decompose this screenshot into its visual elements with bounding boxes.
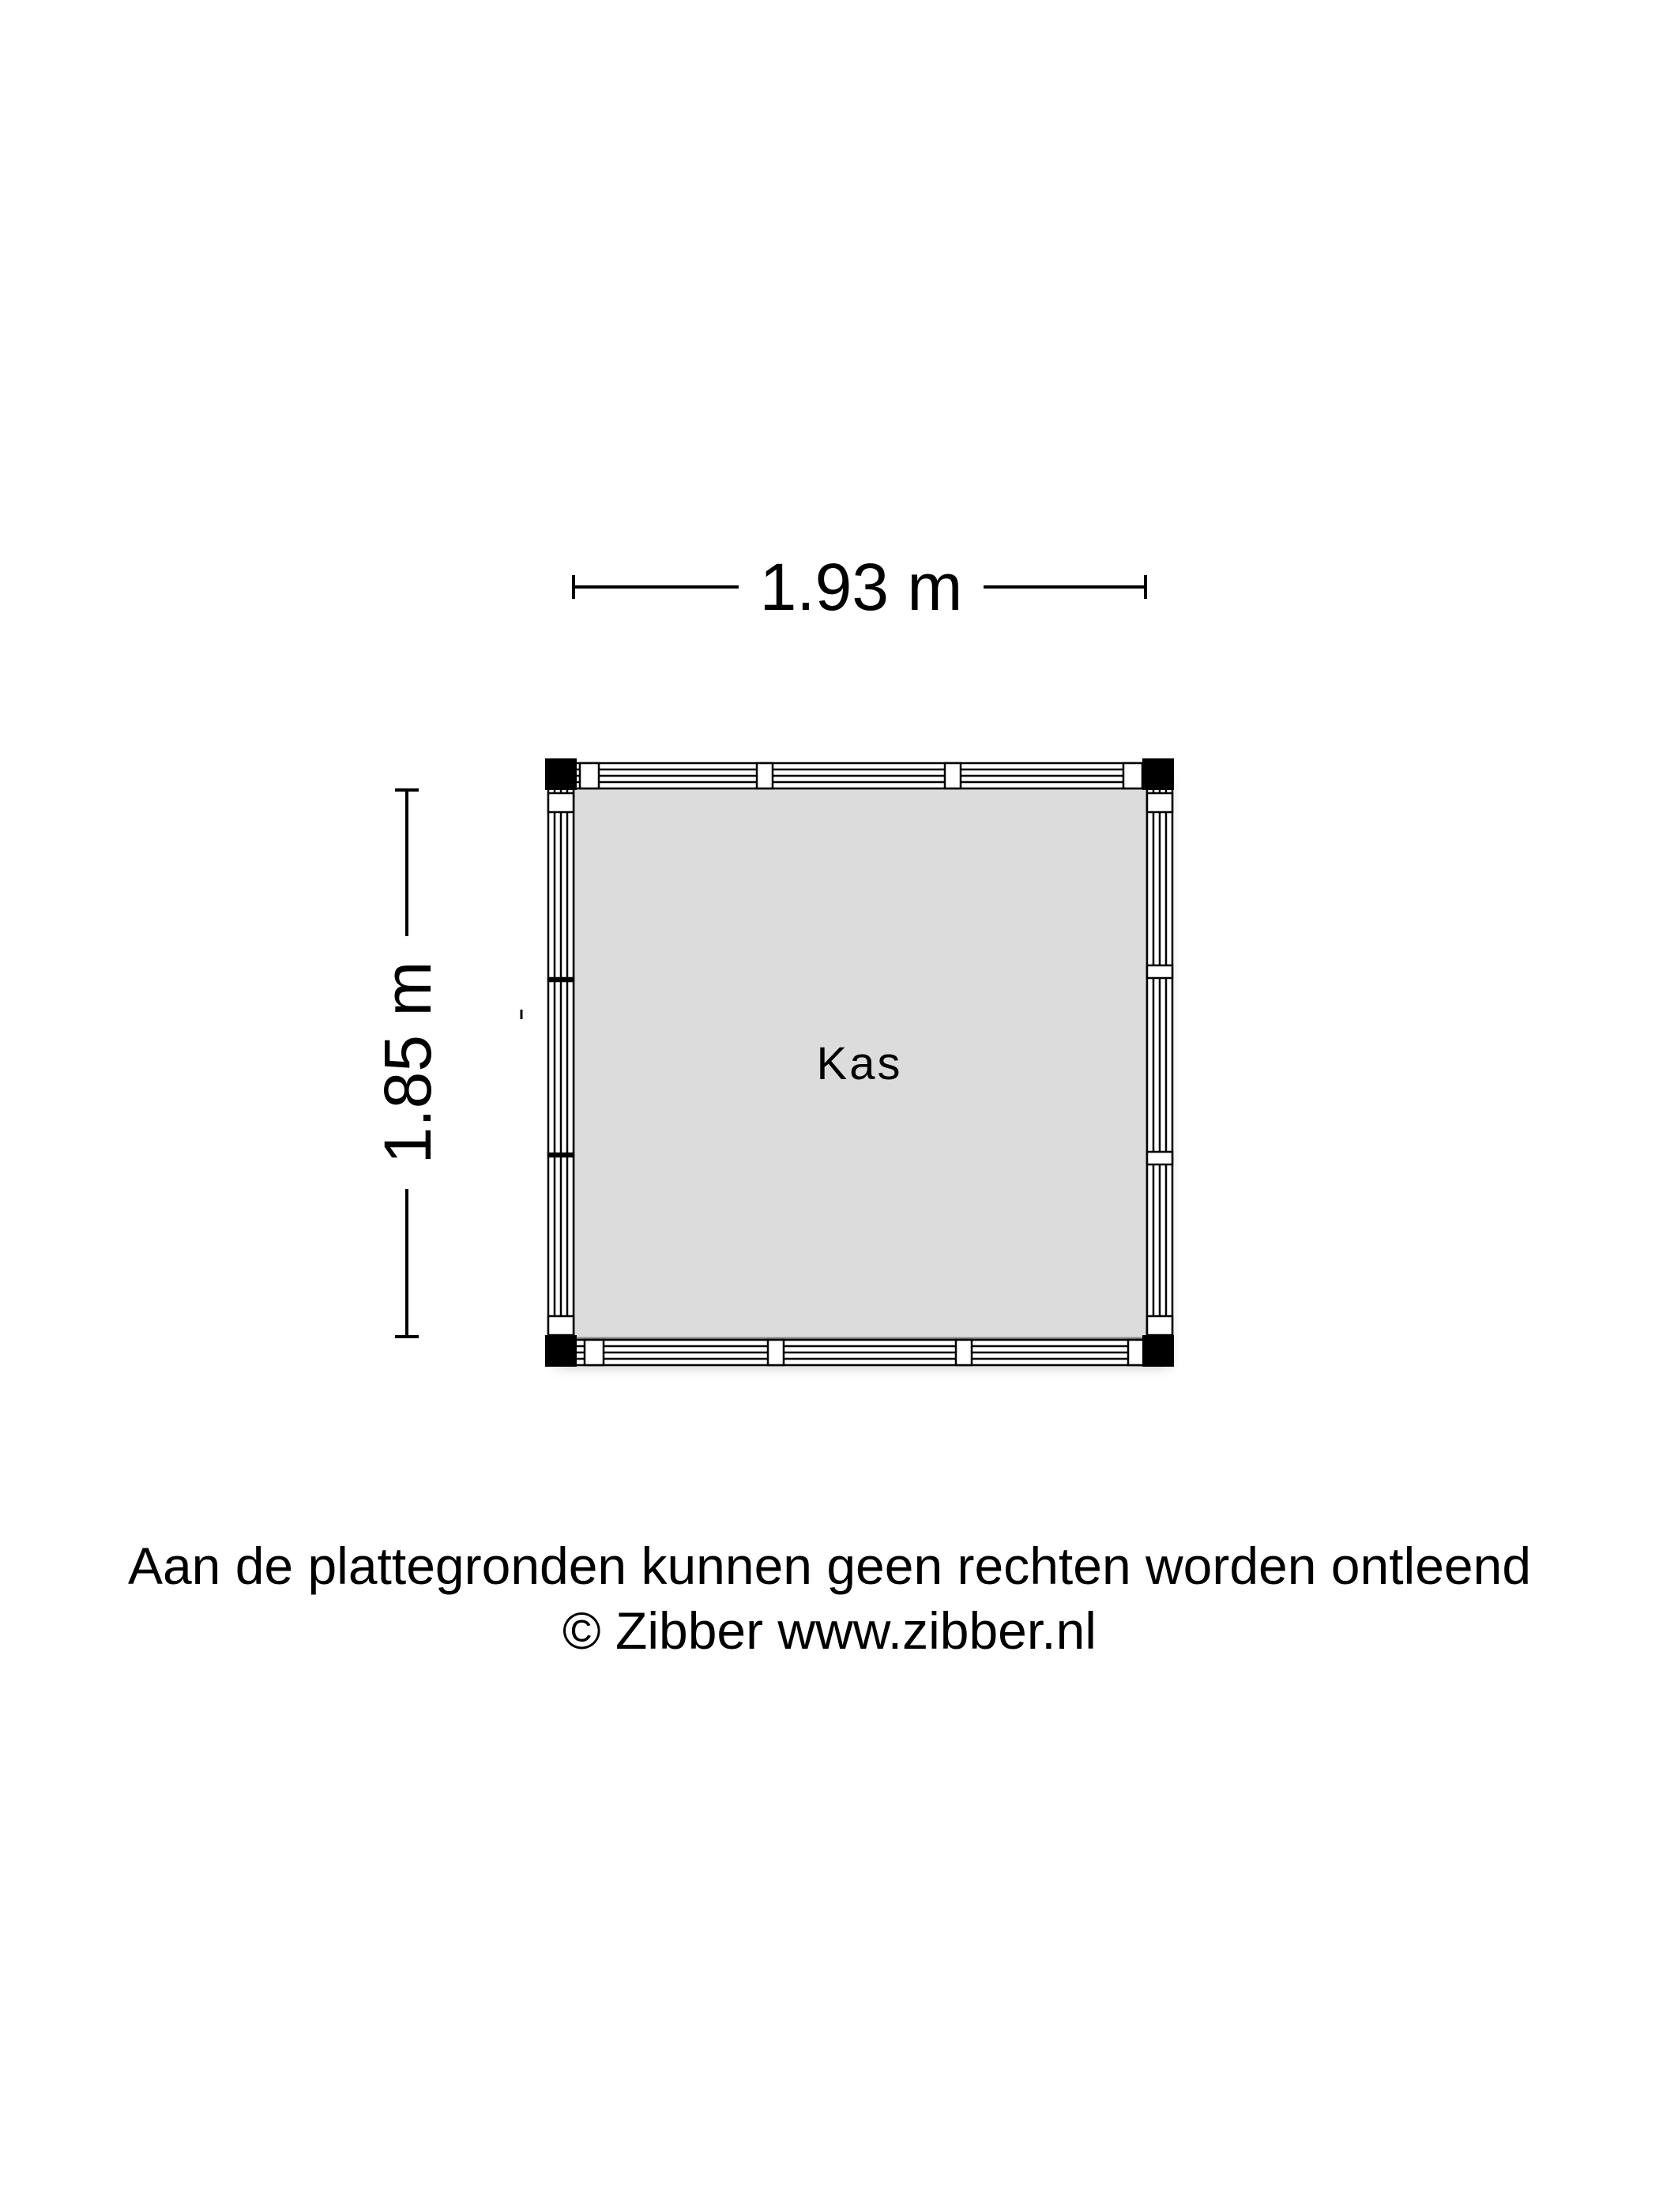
corner-post-top-right (1142, 758, 1174, 790)
wall-bottom (561, 1340, 1160, 1365)
height-dimension (371, 790, 445, 1337)
room-label: Kas (816, 1038, 903, 1089)
room-kas (556, 779, 1169, 1367)
disclaimer-text: Aan de plattegronden kunnen geen rechten worden ontleend (127, 1537, 1532, 1595)
width-dimension-label: 1.93 m (759, 550, 963, 624)
wall-top (561, 763, 1160, 788)
height-dimension-label: 1.85 m (371, 961, 445, 1164)
corner-post-top-left (545, 758, 577, 790)
wall-right (1147, 782, 1172, 1348)
wall-left (548, 782, 574, 1348)
corner-post-bottom-left (545, 1335, 577, 1367)
corner-post-bottom-right (1142, 1335, 1174, 1367)
copyright-text: © Zibber www.zibber.nl (562, 1601, 1097, 1660)
width-dimension (574, 550, 1146, 624)
